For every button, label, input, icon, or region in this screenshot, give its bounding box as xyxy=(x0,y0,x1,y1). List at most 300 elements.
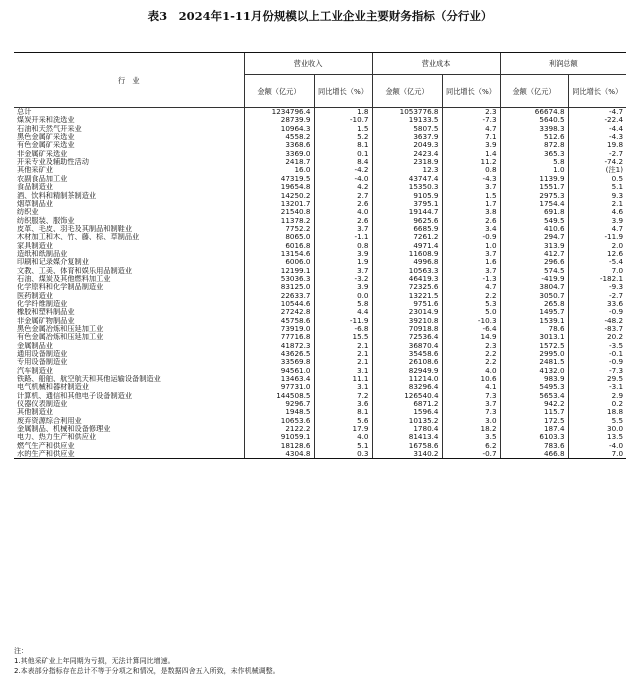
revenue-growth-cell: 2.1 xyxy=(314,342,372,350)
cost-growth-cell: 1.7 xyxy=(442,200,500,208)
revenue-amount-cell: 4304.8 xyxy=(244,450,314,459)
industry-name-cell: 专用设备制造业 xyxy=(17,358,68,367)
profit-amount-cell: 549.5 xyxy=(500,216,568,224)
revenue-amount-cell: 3368.6 xyxy=(244,141,314,149)
profit-growth-cell: -3.5 xyxy=(568,342,626,350)
profit-growth-cell: -4.3 xyxy=(568,133,626,141)
revenue-growth-cell: -10.7 xyxy=(314,116,372,124)
table-row xyxy=(14,408,626,416)
table-row xyxy=(14,108,626,117)
profit-amount-cell: 1139.9 xyxy=(500,175,568,183)
industry-name-cell: 有色金属冶炼和压延加工业 xyxy=(17,333,104,342)
profit-growth-cell: 19.8 xyxy=(568,141,626,149)
table-row xyxy=(14,275,626,283)
revenue-growth-cell: 8.4 xyxy=(314,158,372,166)
cost-growth-cell: -1.3 xyxy=(442,275,500,283)
profit-amount-cell: 1.0 xyxy=(500,166,568,174)
table-title: 表3 2024年1-11月份规模以上工业企业主要财务指标（分行业） xyxy=(147,9,493,23)
table-row xyxy=(14,258,626,266)
industry-name-cell: 酒、饮料和精制茶制造业 xyxy=(17,191,97,200)
revenue-header: 营业收入 xyxy=(244,53,372,75)
revenue-amount-cell: 8065.0 xyxy=(244,233,314,241)
cost-amount-cell: 1596.4 xyxy=(372,408,442,416)
industry-name-cell: 总计 xyxy=(17,107,32,117)
cost-amount-cell: 4996.8 xyxy=(372,258,442,266)
cost-growth-cell: 2.3 xyxy=(442,342,500,350)
profit-growth-cell: 2.1 xyxy=(568,200,626,208)
revenue-growth-cell: 4.0 xyxy=(314,208,372,216)
profit-growth-header: 同比增长（%） xyxy=(568,75,626,108)
industry-name-cell: 化学纤维制造业 xyxy=(17,299,68,308)
cost-amount-cell: 3140.2 xyxy=(372,450,442,459)
revenue-growth-cell: 5.8 xyxy=(314,300,372,308)
cost-growth-cell: 14.9 xyxy=(442,333,500,341)
cost-amount-cell: 1053776.8 xyxy=(372,108,442,117)
profit-growth-cell: -4.0 xyxy=(568,442,626,450)
profit-amount-cell: 66674.8 xyxy=(500,108,568,117)
revenue-amount-cell: 144508.5 xyxy=(244,392,314,400)
industry-name-cell: 农副食品加工业 xyxy=(17,174,68,183)
industry-name-cell: 纺织服装、服饰业 xyxy=(17,216,75,225)
revenue-growth-cell: 1.8 xyxy=(314,108,372,117)
cost-growth-cell: 1.0 xyxy=(442,242,500,250)
industry-name-cell: 黑色金属矿采选业 xyxy=(17,133,75,142)
profit-amount-cell: 1572.5 xyxy=(500,342,568,350)
table-row xyxy=(14,267,626,275)
cost-growth-cell: 11.2 xyxy=(442,158,500,166)
profit-growth-cell: 33.6 xyxy=(568,300,626,308)
revenue-growth-cell: -1.1 xyxy=(314,233,372,241)
table-row xyxy=(14,375,626,383)
footnote-2: 2.本表部分指标存在总计不等于分项之和情况，是数据四舍五入所致，未作机械调整。 xyxy=(14,667,280,675)
profit-amount-cell: 2481.5 xyxy=(500,358,568,366)
cost-growth-cell: 2.2 xyxy=(442,350,500,358)
profit-amount-cell: 265.8 xyxy=(500,300,568,308)
profit-growth-cell: -22.4 xyxy=(568,116,626,124)
industry-name-cell: 化学原料和化学制品制造业 xyxy=(17,283,104,292)
profit-growth-cell: -48.2 xyxy=(568,317,626,325)
table-row xyxy=(14,191,626,199)
industry-header: 行 业 xyxy=(14,53,244,108)
profit-growth-cell: 2.9 xyxy=(568,392,626,400)
table-row xyxy=(14,367,626,375)
revenue-amount-cell: 6016.8 xyxy=(244,242,314,250)
industry-name-cell: 皮革、毛皮、羽毛及其制品和制鞋业 xyxy=(17,224,133,233)
table-row xyxy=(14,133,626,141)
cost-growth-cell: 1.6 xyxy=(442,258,500,266)
industry-name-cell: 废弃资源综合利用业 xyxy=(17,416,82,425)
revenue-amount-cell: 22633.7 xyxy=(244,292,314,300)
profit-growth-cell: 4.6 xyxy=(568,208,626,216)
table-row xyxy=(14,166,626,174)
cost-growth-cell: 0.8 xyxy=(442,166,500,174)
revenue-growth-cell: 0.1 xyxy=(314,150,372,158)
cost-growth-cell: 5.0 xyxy=(442,308,500,316)
industry-name-cell: 黑色金属冶炼和压延加工业 xyxy=(17,324,104,333)
industry-name-cell: 其他制造业 xyxy=(17,408,53,417)
revenue-amount-cell: 10544.6 xyxy=(244,300,314,308)
cost-growth-cell: 7.3 xyxy=(442,408,500,416)
revenue-amount-cell: 10964.3 xyxy=(244,125,314,133)
profit-amount-cell: 942.2 xyxy=(500,400,568,408)
table-row xyxy=(14,150,626,158)
profit-amount-cell: 294.7 xyxy=(500,233,568,241)
table-row xyxy=(14,200,626,208)
cost-growth-cell: -10.3 xyxy=(442,317,500,325)
profit-amount-cell: 5.8 xyxy=(500,158,568,166)
cost-growth-cell: 1.4 xyxy=(442,150,500,158)
profit-growth-cell: 4.7 xyxy=(568,225,626,233)
industry-name-cell: 非金属矿采选业 xyxy=(17,149,68,158)
cost-growth-cell: 3.5 xyxy=(442,433,500,441)
profit-amount-cell: 1495.7 xyxy=(500,308,568,316)
industry-name-cell: 烟草制品业 xyxy=(17,199,53,208)
cost-amount-cell: 7261.2 xyxy=(372,233,442,241)
industry-name-cell: 石油、煤炭及其他燃料加工业 xyxy=(17,274,111,283)
revenue-amount-cell: 18128.6 xyxy=(244,442,314,450)
revenue-amount-cell: 13463.4 xyxy=(244,375,314,383)
cost-amount-cell: 35458.6 xyxy=(372,350,442,358)
revenue-growth-cell: -3.2 xyxy=(314,275,372,283)
table-row xyxy=(14,208,626,216)
industry-name-cell: 橡胶和塑料制品业 xyxy=(17,308,75,317)
revenue-amount-cell: 12199.1 xyxy=(244,267,314,275)
industry-name-cell: 汽车制造业 xyxy=(17,366,53,375)
revenue-growth-cell: 2.1 xyxy=(314,358,372,366)
cost-growth-cell: 2.6 xyxy=(442,216,500,224)
table-row xyxy=(14,308,626,316)
revenue-amount-cell: 33569.8 xyxy=(244,358,314,366)
revenue-amount-cell: 28739.9 xyxy=(244,116,314,124)
revenue-amount-cell: 1234796.4 xyxy=(244,108,314,117)
cost-growth-cell: 7.3 xyxy=(442,392,500,400)
revenue-amount-cell: 73919.0 xyxy=(244,325,314,333)
profit-amount-cell: 410.6 xyxy=(500,225,568,233)
industry-name-cell: 金属制品业 xyxy=(17,341,53,350)
revenue-amount-cell: 10653.6 xyxy=(244,417,314,425)
revenue-amount-cell: 45758.6 xyxy=(244,317,314,325)
table-row xyxy=(14,392,626,400)
revenue-amount-cell: 7752.2 xyxy=(244,225,314,233)
profit-amount-cell: 2995.0 xyxy=(500,350,568,358)
profit-growth-cell: -0.9 xyxy=(568,358,626,366)
profit-amount-cell: 296.6 xyxy=(500,258,568,266)
revenue-amount-cell: 13154.6 xyxy=(244,250,314,258)
industry-name-cell: 铁路、船舶、航空航天和其他运输设备制造业 xyxy=(17,375,161,384)
revenue-growth-cell: 15.5 xyxy=(314,333,372,341)
profit-growth-cell: -7.3 xyxy=(568,367,626,375)
cost-growth-cell: 3.7 xyxy=(442,400,500,408)
cost-amount-cell: 9625.6 xyxy=(372,216,442,224)
revenue-amount-cell: 47319.5 xyxy=(244,175,314,183)
cost-growth-cell: 6.2 xyxy=(442,442,500,450)
profit-growth-cell: -4.4 xyxy=(568,125,626,133)
revenue-amount-cell: 4558.2 xyxy=(244,133,314,141)
table-row xyxy=(14,250,626,258)
cost-amount-cell: 70918.8 xyxy=(372,325,442,333)
revenue-growth-cell: 0.0 xyxy=(314,292,372,300)
industry-name-cell: 金属制品、机械和设备修理业 xyxy=(17,425,111,434)
revenue-growth-cell: 5.1 xyxy=(314,442,372,450)
table-row xyxy=(14,233,626,241)
table-row xyxy=(14,242,626,250)
industry-name-cell: 造纸和纸制品业 xyxy=(17,249,68,258)
cost-amount-cell: 15350.3 xyxy=(372,183,442,191)
profit-amount-cell: 3013.1 xyxy=(500,333,568,341)
table-row xyxy=(14,283,626,291)
industry-name-cell: 计算机、通信和其他电子设备制造业 xyxy=(17,391,133,400)
table-row xyxy=(14,450,626,459)
cost-growth-cell: 7.1 xyxy=(442,133,500,141)
cost-amount-cell: 1780.4 xyxy=(372,425,442,433)
profit-growth-cell: -0.1 xyxy=(568,350,626,358)
profit-amount-cell: 3804.7 xyxy=(500,283,568,291)
revenue-amount-cell: 97731.0 xyxy=(244,383,314,391)
cost-amount-header: 金额（亿元） xyxy=(372,75,442,108)
cost-growth-cell: 4.1 xyxy=(442,383,500,391)
industry-name-cell: 开采专业及辅助性活动 xyxy=(17,158,89,167)
cost-amount-cell: 2049.3 xyxy=(372,141,442,149)
profit-amount-cell: 78.6 xyxy=(500,325,568,333)
revenue-growth-cell: 1.9 xyxy=(314,258,372,266)
cost-amount-cell: 72536.4 xyxy=(372,333,442,341)
profit-growth-cell: 29.5 xyxy=(568,375,626,383)
revenue-growth-cell: -11.9 xyxy=(314,317,372,325)
industry-name-cell: 其他采矿业 xyxy=(17,166,53,175)
table-row xyxy=(14,333,626,341)
profit-growth-cell: -3.1 xyxy=(568,383,626,391)
profit-amount-cell: 365.3 xyxy=(500,150,568,158)
revenue-amount-cell: 19654.8 xyxy=(244,183,314,191)
financial-indicators-table xyxy=(14,52,626,459)
profit-amount-cell: 3398.3 xyxy=(500,125,568,133)
profit-growth-cell: (注1) xyxy=(568,166,626,174)
cost-growth-cell: 2.2 xyxy=(442,358,500,366)
cost-growth-cell: -4.3 xyxy=(442,175,500,183)
profit-amount-cell: 691.8 xyxy=(500,208,568,216)
revenue-growth-cell: 5.2 xyxy=(314,133,372,141)
cost-amount-cell: 3637.9 xyxy=(372,133,442,141)
profit-growth-cell: 5.1 xyxy=(568,183,626,191)
cost-growth-cell: 1.5 xyxy=(442,191,500,199)
cost-header: 营业成本 xyxy=(372,53,500,75)
cost-growth-cell: 5.3 xyxy=(442,300,500,308)
revenue-growth-cell: -6.8 xyxy=(314,325,372,333)
profit-growth-cell: 2.0 xyxy=(568,242,626,250)
profit-amount-cell: 783.6 xyxy=(500,442,568,450)
cost-amount-cell: 9105.9 xyxy=(372,191,442,199)
industry-name-cell: 水的生产和供应业 xyxy=(14,450,244,459)
cost-amount-cell: 2423.4 xyxy=(372,150,442,158)
table-row xyxy=(14,300,626,308)
revenue-growth-cell: 7.2 xyxy=(314,392,372,400)
profit-amount-cell: 983.9 xyxy=(500,375,568,383)
table-row xyxy=(14,342,626,350)
revenue-growth-cell: 17.9 xyxy=(314,425,372,433)
revenue-amount-cell: 43626.5 xyxy=(244,350,314,358)
revenue-growth-cell: 0.8 xyxy=(314,242,372,250)
profit-growth-cell: -9.3 xyxy=(568,283,626,291)
cost-amount-cell: 16758.6 xyxy=(372,442,442,450)
cost-amount-cell: 83296.4 xyxy=(372,383,442,391)
cost-growth-cell: 3.0 xyxy=(442,417,500,425)
industry-name-cell: 通用设备制造业 xyxy=(17,349,68,359)
revenue-amount-cell: 16.0 xyxy=(244,166,314,174)
cost-growth-cell: 4.7 xyxy=(442,283,500,291)
table-row xyxy=(14,225,626,233)
table-row xyxy=(14,183,626,191)
industry-name-cell: 非金属矿物制品业 xyxy=(17,316,75,325)
revenue-growth-cell: -4.2 xyxy=(314,166,372,174)
revenue-amount-cell: 91059.1 xyxy=(244,433,314,441)
profit-amount-cell: 1754.4 xyxy=(500,200,568,208)
industry-name-cell: 仪器仪表制造业 xyxy=(17,400,68,409)
table-row xyxy=(14,141,626,149)
profit-amount-cell: 2975.3 xyxy=(500,191,568,199)
industry-name-cell: 文教、工美、体育和娱乐用品制造业 xyxy=(17,266,133,275)
profit-amount-cell: 466.8 xyxy=(500,450,568,459)
revenue-amount-cell: 11378.2 xyxy=(244,216,314,224)
revenue-growth-cell: 2.6 xyxy=(314,216,372,224)
cost-growth-cell: 18.2 xyxy=(442,425,500,433)
revenue-amount-cell: 77716.8 xyxy=(244,333,314,341)
table-row xyxy=(14,425,626,433)
profit-growth-cell: 13.5 xyxy=(568,433,626,441)
profit-amount-cell: 6103.3 xyxy=(500,433,568,441)
cost-amount-cell: 43747.4 xyxy=(372,175,442,183)
industry-name-cell: 家具制造业 xyxy=(17,241,53,250)
profit-growth-cell: -2.7 xyxy=(568,292,626,300)
table-row xyxy=(14,433,626,441)
cost-amount-cell: 2318.9 xyxy=(372,158,442,166)
profit-amount-header: 金额（亿元） xyxy=(500,75,568,108)
profit-amount-cell: 187.4 xyxy=(500,425,568,433)
footnote-label: 注： xyxy=(14,647,28,655)
footnotes xyxy=(14,646,626,676)
profit-growth-cell: -83.7 xyxy=(568,325,626,333)
profit-amount-cell: 5495.3 xyxy=(500,383,568,391)
profit-amount-cell: 1551.7 xyxy=(500,183,568,191)
revenue-growth-cell: 3.6 xyxy=(314,400,372,408)
cost-growth-cell: 4.0 xyxy=(442,367,500,375)
cost-amount-cell: 82949.9 xyxy=(372,367,442,375)
table-row xyxy=(14,400,626,408)
table-row xyxy=(14,442,626,450)
cost-amount-cell: 39210.8 xyxy=(372,317,442,325)
revenue-growth-cell: -4.0 xyxy=(314,175,372,183)
industry-name-cell: 电力、热力生产和供应业 xyxy=(17,433,97,442)
cost-growth-cell: -0.9 xyxy=(442,233,500,241)
profit-growth-cell: -182.1 xyxy=(568,275,626,283)
revenue-amount-cell: 94561.0 xyxy=(244,367,314,375)
cost-amount-cell: 23014.9 xyxy=(372,308,442,316)
revenue-growth-cell: 2.7 xyxy=(314,191,372,199)
revenue-growth-cell: 8.1 xyxy=(314,141,372,149)
revenue-amount-cell: 9296.7 xyxy=(244,400,314,408)
cost-amount-cell: 46419.3 xyxy=(372,275,442,283)
profit-growth-cell: 7.0 xyxy=(568,267,626,275)
revenue-amount-cell: 2122.2 xyxy=(244,425,314,433)
profit-growth-cell: -2.7 xyxy=(568,150,626,158)
revenue-amount-cell: 14250.2 xyxy=(244,191,314,199)
cost-growth-cell: 3.7 xyxy=(442,183,500,191)
cost-amount-cell: 5807.5 xyxy=(372,125,442,133)
profit-amount-cell: 872.8 xyxy=(500,141,568,149)
revenue-growth-cell: 1.5 xyxy=(314,125,372,133)
revenue-growth-cell: 5.6 xyxy=(314,417,372,425)
profit-amount-cell: 3050.7 xyxy=(500,292,568,300)
industry-name-cell: 有色金属矿采选业 xyxy=(17,141,75,150)
revenue-amount-cell: 3369.0 xyxy=(244,150,314,158)
cost-amount-cell: 11214.0 xyxy=(372,375,442,383)
revenue-growth-cell: 11.1 xyxy=(314,375,372,383)
table-row xyxy=(14,158,626,166)
profit-amount-cell: 115.7 xyxy=(500,408,568,416)
cost-amount-cell: 81413.4 xyxy=(372,433,442,441)
cost-growth-cell: 3.7 xyxy=(442,250,500,258)
cost-amount-cell: 6685.9 xyxy=(372,225,442,233)
table-row xyxy=(14,216,626,224)
profit-amount-cell: 512.6 xyxy=(500,133,568,141)
revenue-growth-cell: 4.2 xyxy=(314,183,372,191)
profit-growth-cell: 0.2 xyxy=(568,400,626,408)
profit-header: 利润总额 xyxy=(500,53,626,75)
profit-amount-cell: 5653.4 xyxy=(500,392,568,400)
revenue-growth-cell: 4.4 xyxy=(314,308,372,316)
industry-name-cell: 纺织业 xyxy=(17,208,39,217)
profit-amount-cell: 574.5 xyxy=(500,267,568,275)
cost-amount-cell: 4971.4 xyxy=(372,242,442,250)
cost-growth-cell: 3.4 xyxy=(442,225,500,233)
cost-amount-cell: 19144.7 xyxy=(372,208,442,216)
revenue-amount-cell: 1948.5 xyxy=(244,408,314,416)
revenue-growth-cell: 3.7 xyxy=(314,225,372,233)
cost-amount-cell: 72325.6 xyxy=(372,283,442,291)
table-row xyxy=(14,417,626,425)
industry-name-cell: 燃气生产和供应业 xyxy=(17,441,75,450)
revenue-growth-cell: 8.1 xyxy=(314,408,372,416)
profit-growth-cell: -5.4 xyxy=(568,258,626,266)
industry-name-cell: 木材加工和木、竹、藤、棕、草制品业 xyxy=(17,233,140,242)
revenue-amount-cell: 2418.7 xyxy=(244,158,314,166)
revenue-growth-cell: 2.1 xyxy=(314,350,372,358)
revenue-amount-cell: 6006.0 xyxy=(244,258,314,266)
cost-amount-cell: 6871.2 xyxy=(372,400,442,408)
industry-name-cell: 电气机械和器材制造业 xyxy=(17,383,89,392)
cost-amount-cell: 13221.5 xyxy=(372,292,442,300)
cost-amount-cell: 11608.9 xyxy=(372,250,442,258)
cost-amount-cell: 10563.3 xyxy=(372,267,442,275)
profit-growth-cell: -74.2 xyxy=(568,158,626,166)
industry-name-cell: 医药制造业 xyxy=(17,291,53,300)
profit-amount-cell: 172.5 xyxy=(500,417,568,425)
cost-growth-cell: 10.6 xyxy=(442,375,500,383)
revenue-growth-cell: 3.9 xyxy=(314,250,372,258)
table-row xyxy=(14,175,626,183)
table-body xyxy=(14,108,626,459)
cost-amount-cell: 9751.6 xyxy=(372,300,442,308)
profit-growth-cell: 7.0 xyxy=(568,450,626,459)
profit-growth-cell: 30.0 xyxy=(568,425,626,433)
cost-amount-cell: 12.3 xyxy=(372,166,442,174)
profit-growth-cell: 18.8 xyxy=(568,408,626,416)
cost-growth-cell: -7.3 xyxy=(442,116,500,124)
profit-growth-cell: 3.9 xyxy=(568,216,626,224)
profit-amount-cell: 1539.1 xyxy=(500,317,568,325)
table-row xyxy=(14,358,626,366)
cost-growth-cell: 3.7 xyxy=(442,267,500,275)
profit-amount-cell: 412.7 xyxy=(500,250,568,258)
